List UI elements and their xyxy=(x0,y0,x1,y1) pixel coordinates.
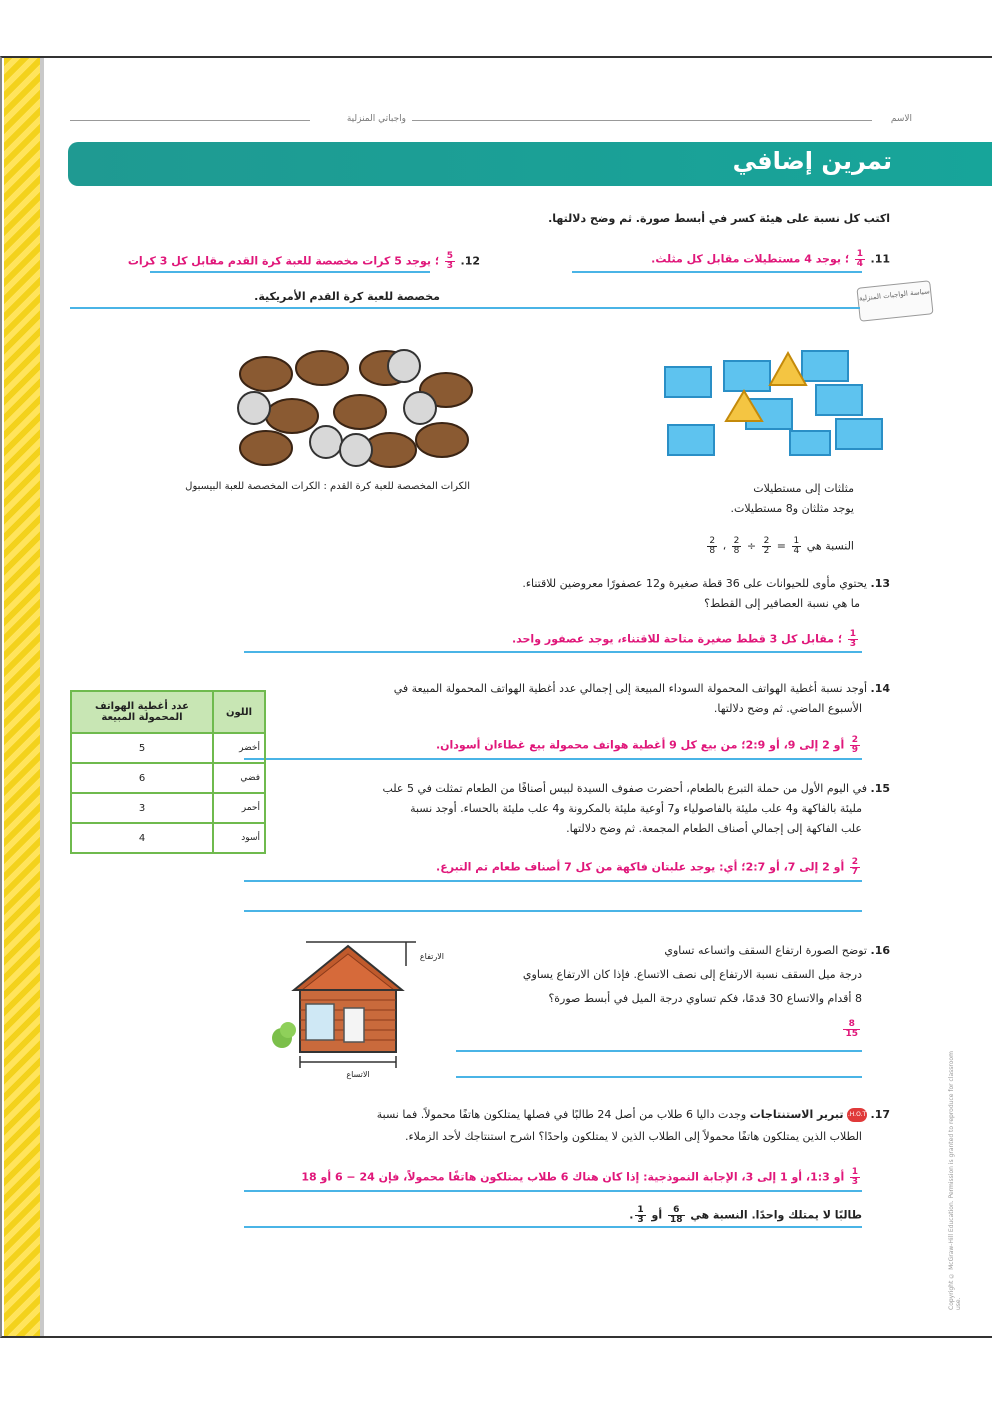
q16-line2: درجة ميل السقف نسبة الارتفاع إلى نصف الاتساع. فإذا كان الارتفاع يساوي xyxy=(522,968,862,981)
q11-answer xyxy=(560,250,890,269)
answer-fraction: $\frac{6}{18}$ xyxy=(669,1205,683,1225)
window xyxy=(306,1004,334,1040)
table-row: أخضر 5 xyxy=(71,733,265,763)
rectangle-shape xyxy=(724,361,770,391)
q12-balls-figure xyxy=(236,346,476,468)
q12-answer-text1: ؛ يوجد 5 كرات مخصصة للعبة كرة القدم مقابل كل 3 كرات xyxy=(127,254,440,268)
phone-covers-table xyxy=(70,690,266,854)
q11-shapes-figure xyxy=(660,345,890,465)
rectangle-shape xyxy=(816,385,862,415)
q12-number: 12. xyxy=(460,254,480,268)
american-football xyxy=(416,423,468,457)
q12-caption: الكرات المخصصة للعبة كرة القدم : الكرات المخصصة للعبة البيسبول xyxy=(185,481,470,492)
soccer-ball xyxy=(388,350,420,382)
triangle-shape xyxy=(770,353,806,385)
title-band xyxy=(68,142,992,186)
soccer-ball xyxy=(310,426,342,458)
q16-line3: 8 أقدام والاتساع 30 قدمًا، فكم تساوي درجة الميل في أبسط صورة؟ xyxy=(548,992,862,1005)
table-row: فضي 6 xyxy=(71,763,265,793)
q12-fraction: $\frac{5}{3}$ xyxy=(446,251,453,271)
table-row: أحمر 3 xyxy=(71,793,265,823)
q13-line2: ما هي نسبة العصافير إلى القطط؟ xyxy=(704,597,860,610)
q11-work-line1: يوجد مثلثان و8 مستطيلات. xyxy=(730,502,854,515)
q17-number: 17. xyxy=(870,1108,890,1121)
q14-answer: $\frac{2}{9}$ أو 2 إلى 9، أو 2:9؛ من بيع كل 9 أغطية هواتف محمولة بيع غطاءان أسودان. xyxy=(435,735,858,755)
soccer-ball xyxy=(340,434,372,466)
work-fraction: $\frac{2}{2}$ xyxy=(763,536,770,556)
q15-fraction: $\frac{2}{7}$ xyxy=(851,857,858,877)
q17-answer-line2: طالبًا لا يمتلك واحدًا. النسبة هي $\frac{6}{18}$ أو $\frac{1}{3}$ . xyxy=(629,1205,862,1225)
name-line xyxy=(412,120,872,121)
date-line xyxy=(70,120,310,121)
door xyxy=(344,1008,364,1042)
q17-answer-line xyxy=(244,1190,862,1192)
label-span: الاتساع xyxy=(346,1070,370,1079)
name-label: الاسم xyxy=(890,114,912,124)
rectangle-shape xyxy=(802,351,848,381)
q14-fraction: $\frac{2}{9}$ xyxy=(851,735,858,755)
soccer-ball xyxy=(238,392,270,424)
q11-answer-line xyxy=(572,271,862,273)
q15-answer: $\frac{2}{7}$ أو 2 إلى 7، أو 2:7؛ أي: يوجد علبتان فاكهة من كل 7 أصناف طعام تم التبرع. xyxy=(436,857,858,877)
q15-line3: علب الفاكهة إلى إجمالي أصناف الطعام المجمعة. ثم وضح دلالتها. xyxy=(566,822,862,835)
q13-line1: 13. يحتوي مأوى للحيوانات على 36 قطة صغيرة و12 عصفورًا معروضين للاقتناء. xyxy=(522,577,890,590)
bush xyxy=(280,1022,296,1038)
rectangle-shape xyxy=(665,367,711,397)
instruction-text: اكتب كل نسبة على هيئة كسر في أبسط صورة. ثم وضح دلالتها. xyxy=(548,212,890,225)
rectangle-shape xyxy=(836,419,882,449)
copyright-note: Copyright © McGraw-Hill Education. Permission is granted to reproduce for classroom use. xyxy=(948,1051,962,1310)
yellow-margin-bar xyxy=(4,58,40,1336)
q12-answer-line1 xyxy=(70,252,480,271)
homework-hint-tag: سياسة الواجبات المنزلية xyxy=(856,280,933,322)
q16-fraction: $\frac{8}{15}$ xyxy=(845,1019,858,1039)
q14-line1: 14. أوجد نسبة أغطية الهواتف المحمولة السوداء المبيعة إلى إجمالي عدد أغطية الهواتف المحمولة المبيعة في xyxy=(393,682,890,695)
q12-answer-line xyxy=(150,271,430,273)
q13-number: 13. xyxy=(870,577,890,590)
table-header-color: اللون xyxy=(213,691,265,733)
american-football xyxy=(240,431,292,465)
work-fraction: $\frac{2}{8}$ xyxy=(709,536,716,556)
rectangle-shape xyxy=(790,431,830,455)
q13-fraction: $\frac{1}{3}$ xyxy=(849,629,856,649)
q17-answer-line1: $\frac{1}{3}$ أو 1:3، أو 1 إلى 3، الإجابة النموذجية: إذا كان هناك 6 طلاب يمتلكون هاتفًا محمولاً، فإن 24 − 6 أو 18 xyxy=(301,1167,858,1187)
rectangle-shape xyxy=(668,425,714,455)
q14-line2: الأسبوع الماضي. ثم وضح دلالتها. xyxy=(713,702,862,715)
date-label: واجباتي المنزلية xyxy=(346,114,406,124)
q11-number: 11. xyxy=(870,252,890,266)
q16-answer-line2 xyxy=(456,1076,862,1078)
soccer-ball xyxy=(404,392,436,424)
q16-answer xyxy=(800,1020,862,1039)
work-fraction: $\frac{2}{8}$ xyxy=(733,536,740,556)
q17-fraction: $\frac{1}{3}$ xyxy=(851,1167,858,1187)
q15-answer-line xyxy=(244,880,862,882)
american-football xyxy=(334,395,386,429)
page-title: تمرين إضافي xyxy=(732,147,892,175)
american-football xyxy=(240,357,292,391)
hot-badge: H.O.T. xyxy=(847,1108,867,1122)
q13-answer-line xyxy=(244,651,862,653)
q14-number: 14. xyxy=(870,682,890,695)
answer-fraction: $\frac{1}{3}$ xyxy=(637,1205,644,1225)
q15-number: 15. xyxy=(870,782,890,795)
q15-line2: مليئة بالفاكهة و4 علب مليئة بالفاصولياء و7 أوعية مليئة بالمكرونة و4 علب مليئة بالحساء. أوجد نسبة xyxy=(410,802,862,815)
q11-fraction: $\frac{1}{4}$ xyxy=(856,249,863,269)
q11-answer-text: ؛ يوجد 4 مستطيلات مقابل كل مثلث. xyxy=(651,252,850,266)
q17-answer-line2 xyxy=(244,1226,862,1228)
q16-line1: 16. توضح الصورة ارتفاع السقف واتساعه تساوي xyxy=(664,944,890,957)
q12-answer-text2: مخصصة للعبة كرة القدم الأمريكية. xyxy=(254,290,440,303)
american-football xyxy=(266,399,318,433)
q17-line2: الطلاب الذين يمتلكون هاتفًا محمولاً إلى الطلاب الذين لا يمتلكون واحدًا؟ اشرح استنتاجك لأحد الزملاء. xyxy=(405,1130,862,1143)
q12-answer-line2 xyxy=(70,307,860,309)
q14-answer-line xyxy=(244,758,862,760)
q15-answer-line2 xyxy=(244,910,862,912)
q16-answer-line xyxy=(456,1050,862,1052)
table-header-count: عدد أغطية الهواتف المحمولة المبيعة xyxy=(71,691,213,733)
q16-number: 16. xyxy=(870,944,890,957)
q17-line1: 17. H.O.T. تبرير الاستنتاجات وجدت داليا 6 طلاب من أصل 24 طالبًا في فصلها يمتلكون هاتفًا محمولاً. فما نسبة xyxy=(376,1108,890,1121)
q15-line1: 15. في اليوم الأول من حملة التبرع بالطعام، أحضرت صفوف السيدة لبيس أصنافًا من الطعام تمثلت في 5 علب xyxy=(382,782,890,795)
q11-caption: مثلثات إلى مستطيلات xyxy=(753,482,854,495)
margin-shadow xyxy=(40,58,44,1336)
q13-answer: $\frac{1}{3}$ ؛ مقابل كل 3 قطط صغيرة متاحة للاقتناء، يوجد عصفور واحد. xyxy=(511,629,856,649)
work-fraction: $\frac{1}{4}$ xyxy=(793,536,800,556)
label-height: الارتفاع xyxy=(419,952,444,961)
american-football xyxy=(296,351,348,385)
table-row: أسود 4 xyxy=(71,823,265,853)
q11-work-line2: النسبة هي $\frac{1}{4}$ = $\frac{2}{2}$ ÷ $\frac{2}{8}$ ، $\frac{2}{8}$ xyxy=(709,536,854,556)
